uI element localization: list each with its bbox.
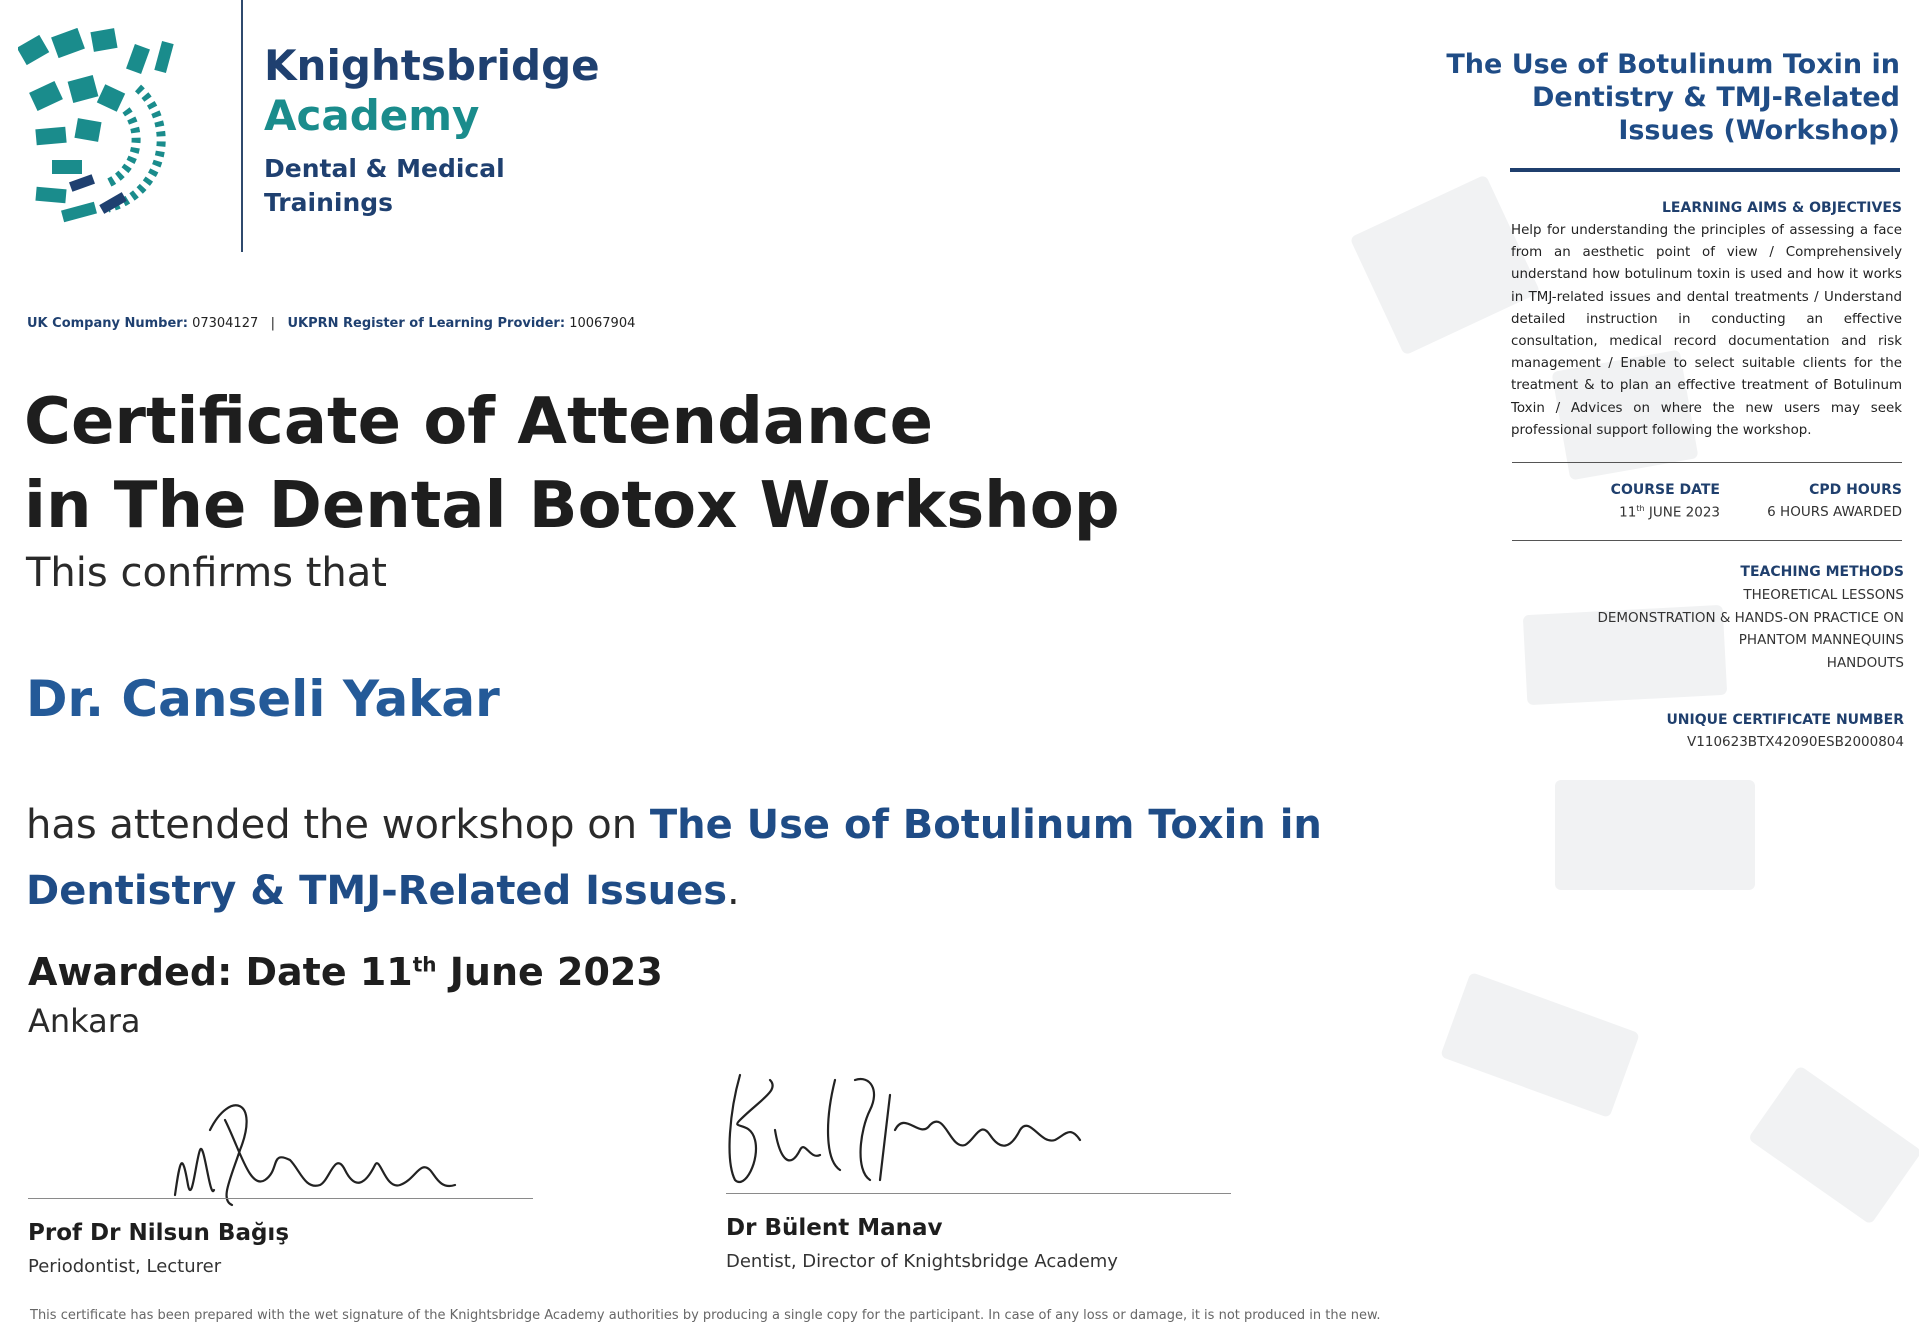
watermark-tile [1555, 780, 1755, 890]
sidebar-divider-2 [1512, 540, 1902, 541]
award-city: Ankara [28, 1002, 141, 1040]
company-separator: | [270, 316, 276, 331]
certificate-title-line1: Certificate of Attendance [24, 385, 933, 459]
ukprn-label: UKPRN Register of Learning Provider: [287, 316, 566, 331]
sidebar-title-line1: The Use of Botulinum Toxin in [1446, 49, 1900, 80]
footer-disclaimer: This certificate has been prepared with the wet signature of the Knightsbridge Academy authorities by producing a single copy for the participant. In case of any loss or damage, it is not produced in the new. [30, 1308, 1381, 1323]
company-registration [27, 316, 635, 331]
certificate-title-line2: in The Dental Botox Workshop [24, 469, 1120, 543]
aims-text: Help for understanding the principles of assessing a face from an aesthetic point of view / Comprehensively understand how botulinum toxin is used and how it works in TMJ-related issues and dental treatments / Understand detailed instruction in conducting an effective consultation, medical record documentation and risk management / Enable to select suitable clients for the treatment & to plan an effective treatment of Botulinum Toxin / Advices on where the new users may seek professional support following the workshop. [1511, 223, 1902, 438]
signature-line-1 [28, 1198, 533, 1199]
teaching-methods-list [1530, 584, 1904, 674]
brand-name-line2: Academy [264, 91, 480, 140]
signatory-1-role: Periodontist, Lecturer [28, 1256, 222, 1277]
sidebar-title-line3: Issues (Workshop) [1618, 115, 1900, 146]
sidebar-title-line2: Dentistry & TMJ-Related [1531, 82, 1900, 113]
company-number-label: UK Company Number: [27, 316, 188, 331]
awarded-sup: th [412, 952, 437, 977]
watermark-tile [1748, 1065, 1919, 1225]
signatory-2-name: Dr Bülent Manav [726, 1215, 943, 1241]
ucn-heading: UNIQUE CERTIFICATE NUMBER [1666, 712, 1904, 728]
course-date-sup: th [1636, 504, 1645, 513]
course-date-value [1560, 504, 1720, 521]
course-date-heading: COURSE DATE [1610, 482, 1720, 498]
confirms-text: This confirms that [26, 550, 387, 596]
brand-subtitle: Dental & Medical Trainings [264, 154, 505, 217]
watermark-tile [1440, 972, 1640, 1118]
course-date-rest: JUNE 2023 [1644, 504, 1720, 521]
ucn-value: V110623BTX42090ESB2000804 [1687, 734, 1904, 750]
recipient-name: Dr. Canseli Yakar [26, 670, 500, 728]
header-divider [241, 0, 243, 252]
academy-logo-icon [18, 28, 223, 243]
attended-prefix: has attended the workshop on [26, 802, 650, 848]
cpd-value: 6 HOURS AWARDED [1767, 504, 1902, 520]
company-number-value: 07304127 [192, 316, 259, 331]
signature-line-2 [726, 1193, 1231, 1194]
list-item: HANDOUTS [1826, 654, 1904, 671]
teaching-heading: TEACHING METHODS [1740, 564, 1904, 580]
list-item: DEMONSTRATION & HANDS-ON PRACTICE ON [1597, 609, 1904, 626]
awarded-suffix: June 2023 [436, 950, 663, 994]
sidebar-divider-1 [1512, 462, 1902, 463]
list-item: PHANTOM MANNEQUINS [1738, 632, 1904, 648]
aims-heading: LEARNING AIMS & OBJECTIVES [1662, 200, 1902, 216]
brand-name-line1: Knightsbridge [264, 41, 600, 90]
list-item: THEORETICAL LESSONS [1743, 587, 1904, 603]
attended-suffix: . [727, 868, 740, 914]
certificate-title [24, 380, 1120, 548]
awarded-date [28, 950, 663, 994]
awarded-prefix: Awarded: Date 11 [28, 950, 413, 994]
sidebar-workshop-title [1440, 48, 1900, 147]
sidebar-title-rule [1510, 168, 1900, 172]
signatory-2-role: Dentist, Director of Knightsbridge Academy [726, 1251, 1118, 1272]
signature-nilsun-bagis [170, 1090, 460, 1220]
cpd-heading: CPD HOURS [1809, 482, 1902, 498]
signature-bulent-manav [720, 1070, 1090, 1200]
workshop-name: The Use of Botulinum Toxin in Dentistry & TMJ-Related Issues [26, 802, 1322, 914]
ukprn-value: 10067904 [569, 316, 636, 331]
attended-statement [26, 792, 1426, 924]
course-date-day: 11 [1619, 504, 1637, 521]
signatory-1-name: Prof Dr Nilsun Bağış [28, 1220, 290, 1246]
